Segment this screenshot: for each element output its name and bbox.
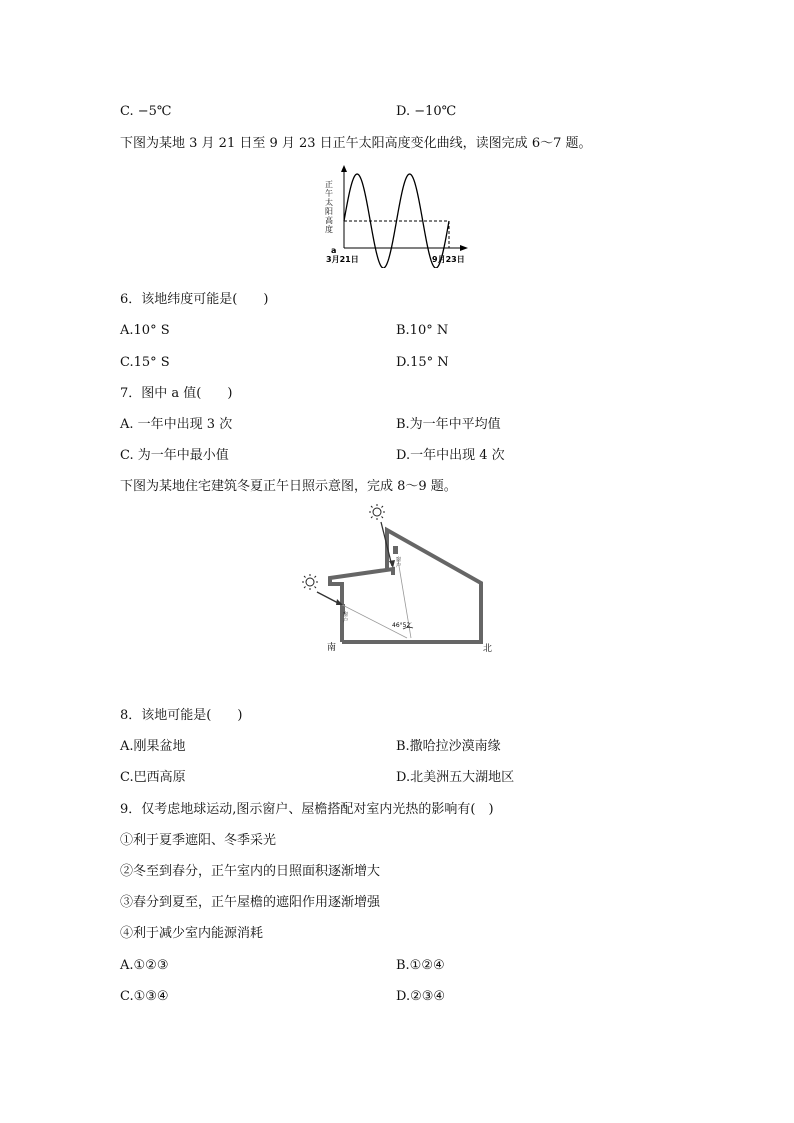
- x-end-label: 9月23日: [432, 255, 465, 264]
- q6-option-b: B.10° N: [396, 323, 449, 338]
- winter-sun-icon: [302, 574, 318, 590]
- q8-option-b: B.撒哈拉沙漠南缘: [396, 739, 501, 754]
- angle-label: 46°52′: [392, 622, 412, 629]
- q9-option-c: C.①③④: [120, 989, 169, 1004]
- north-window-frame: [393, 546, 398, 554]
- q7-option-b: B.为一年中平均值: [396, 417, 501, 432]
- q9-option-a: A.①②③: [120, 958, 169, 973]
- q7-stem: 7．图中 a 值( ): [120, 386, 233, 401]
- summer-sun-icon: [369, 504, 385, 520]
- y-axis-label-vertical: 正午太阳高度: [325, 180, 333, 234]
- south-label: 南: [327, 643, 337, 653]
- q8-option-c: C.巴西高原: [120, 770, 186, 785]
- x-start-label: 3月21日: [326, 255, 359, 264]
- q6-option-d: D.15° N: [396, 355, 449, 370]
- a-label: a: [331, 246, 337, 255]
- house-sunlight-diagram: [295, 500, 500, 660]
- q8-option-a: A.刚果盆地: [120, 739, 186, 754]
- q9-option-d: D.②③④: [396, 989, 446, 1004]
- y-axis-arrow: [341, 165, 347, 172]
- q9-item-3: ③春分到夏至，正午屋檐的遮阳作用逐渐增强: [120, 895, 381, 910]
- q7-option-c: C. 为一年中最小值: [120, 448, 229, 463]
- q8-stem: 8．该地可能是( ): [120, 708, 243, 723]
- q7-option-d: D.一年中出现 4 次: [396, 448, 505, 463]
- north-label: 北: [483, 644, 493, 654]
- x-axis-arrow: [460, 245, 468, 251]
- q6-stem: 6．该地纬度可能是( ): [120, 292, 269, 307]
- intro-8-9: 下图为某地住宅建筑冬夏正午日照示意图，完成 8～9 题。: [120, 479, 457, 494]
- south-window-label: 窗户: [343, 612, 349, 624]
- q6-option-c: C.15° S: [120, 355, 170, 370]
- solar-altitude-chart: [322, 162, 474, 268]
- q5-option-c: C. −5℃: [120, 104, 172, 119]
- q9-item-2: ②冬至到春分，正午室内的日照面积逐渐增大: [120, 864, 381, 879]
- intro-6-7: 下图为某地 3 月 21 日至 9 月 23 日正午太阳高度变化曲线，读图完成 6～7 题。: [120, 136, 592, 151]
- q8-option-d: D.北美洲五大湖地区: [396, 770, 515, 785]
- q7-option-a: A. 一年中出现 3 次: [120, 417, 233, 432]
- q9-stem: 9．仅考虑地球运动,图示窗户、屋檐搭配对室内光热的影响有( ): [120, 802, 494, 817]
- north-window-label: 窗户: [396, 557, 402, 569]
- q6-option-a: A.10° S: [120, 323, 170, 338]
- q9-item-4: ④利于减少室内能源消耗: [120, 926, 264, 941]
- q5-option-d: D. −10℃: [396, 104, 457, 119]
- q9-option-b: B.①②④: [396, 958, 445, 973]
- q9-item-1: ①利于夏季遮阳、冬季采光: [120, 833, 277, 848]
